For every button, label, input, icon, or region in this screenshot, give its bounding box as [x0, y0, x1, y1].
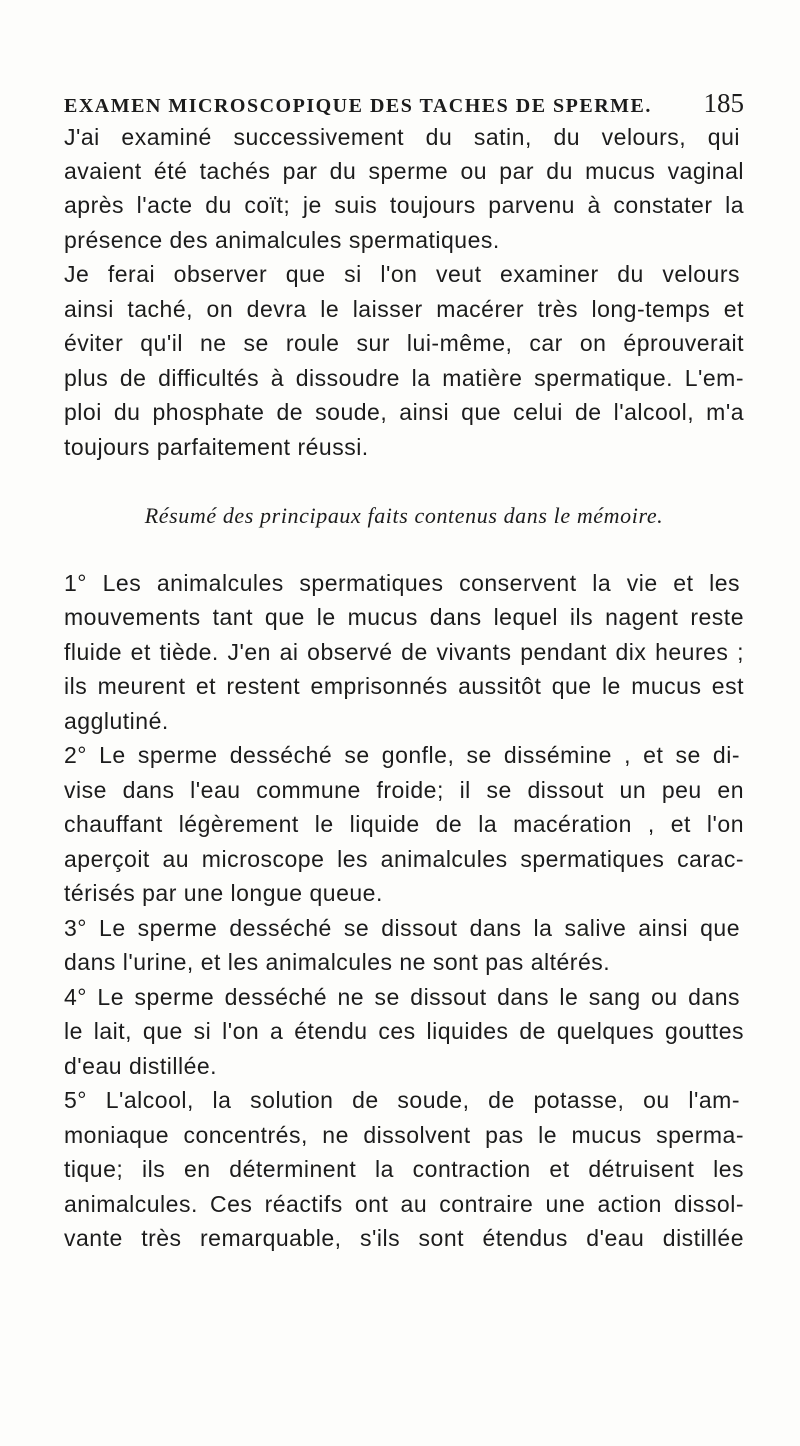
text-line: J'ai examiné successivement du satin, du velours, qui [64, 124, 740, 150]
text-line: présence des animalcules spermatiques. [64, 227, 500, 253]
text-line: agglutiné. [64, 708, 169, 734]
text-line: éviter qu'il ne se roule sur lui-même, car on éprouverait [64, 330, 744, 356]
text-line: dans l'urine, et les animalcules ne sont pas altérés. [64, 949, 611, 975]
text-line: vante très remarquable, s'ils sont étendus d'eau distillée [64, 1225, 744, 1251]
text-line: ainsi taché, on devra le laisser macérer très long-temps et [64, 296, 744, 322]
text-line: térisés par une longue queue. [64, 880, 383, 906]
text-line: aperçoit au microscope les animalcules spermatiques carac- [64, 846, 744, 872]
text-line: plus de difficultés à dissoudre la matière spermatique. L'em- [64, 365, 744, 391]
text-line: chauffant légèrement le liquide de la macération , et l'on [64, 811, 744, 837]
text-line: tique; ils en déterminent la contraction et détruisent les [64, 1156, 744, 1182]
text-line: ploi du phosphate de soude, ainsi que celui de l'alcool, m'a [64, 399, 744, 425]
text-line: 4° Le sperme desséché ne se dissout dans le sang ou dans [64, 984, 740, 1010]
running-head: EXAMEN MICROSCOPIQUE DES TACHES DE SPERME. [64, 95, 652, 117]
text-line: fluide et tiède. J'en ai observé de vivants pendant dix heures ; [64, 639, 744, 665]
text-line: 5° L'alcool, la solution de soude, de potasse, ou l'am- [64, 1087, 740, 1113]
page-header [64, 88, 744, 119]
text-line: 3° Le sperme desséché se dissout dans la salive ainsi que [64, 915, 740, 941]
text-line: après l'acte du coït; je suis toujours parvenu à constater la [64, 192, 744, 218]
text-line: animalcules. Ces réactifs ont au contraire une action dissol- [64, 1191, 744, 1217]
page-number: 185 [703, 88, 744, 118]
text-line: d'eau distillée. [64, 1053, 218, 1079]
text-line: avaient été tachés par du sperme ou par du mucus vaginal [64, 158, 744, 184]
text-line: Je ferai observer que si l'on veut examiner du velours [64, 261, 740, 287]
text-line: le lait, que si l'on a étendu ces liquides de quelques gouttes [64, 1018, 744, 1044]
text-line: moniaque concentrés, ne dissolvent pas le mucus sperma- [64, 1122, 744, 1148]
section-heading: Résumé des principaux faits contenus dans le mémoire. [144, 503, 664, 528]
text-line: 2° Le sperme desséché se gonfle, se dissémine , et se di- [64, 742, 740, 768]
text-line: vise dans l'eau commune froide; il se dissout un peu en [64, 777, 744, 803]
text-line: ils meurent et restent emprisonnés aussitôt que le mucus est [64, 673, 744, 699]
text-line: mouvements tant que le mucus dans lequel ils nagent reste [64, 604, 744, 630]
text-line: 1° Les animalcules spermatiques conservent la vie et les [64, 570, 740, 596]
text-line: toujours parfaitement réussi. [64, 434, 369, 460]
